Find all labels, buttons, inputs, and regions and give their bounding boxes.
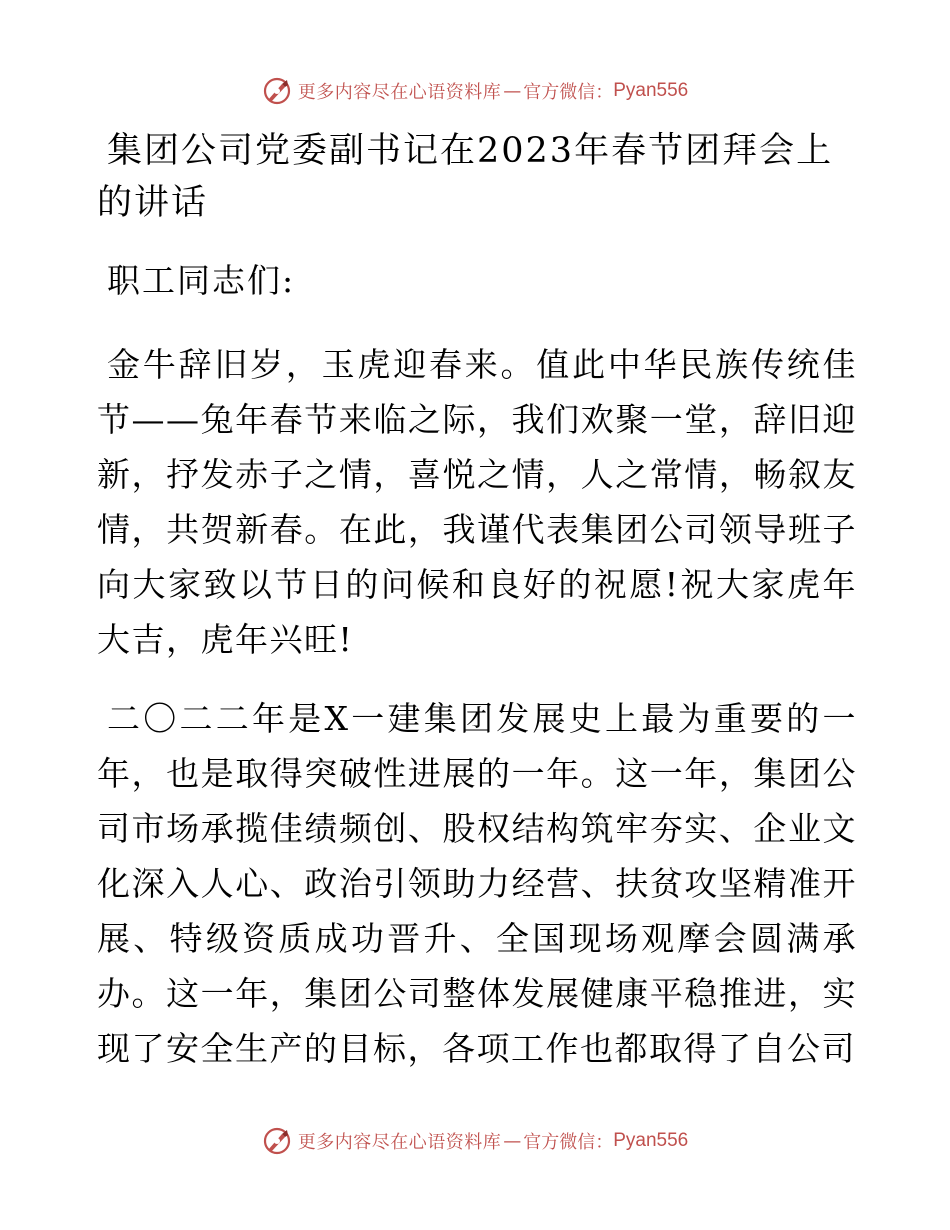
paragraph: 二〇二二年是X一建集团发展史上最为重要的一年，也是取得突破性进展的一年。这一年，集团公司市场承揽佳绩频创、股权结构筑牢夯实、企业文化深入人心、政治引领助力经营、扶贫攻坚精准开展、特级资质成功晋升、全国现场观摩会圆满承办。这一年，集团公司整体发展健康平稳推进，实现了安全生产的目标，各项工作也都取得了自公司 [97,699,857,1068]
footer-watermark [0,1121,950,1161]
quill-pen-logo-icon [262,1126,292,1156]
quill-pen-logo-icon [262,76,292,106]
watermark-wechat-id: Pyan556 [613,1130,689,1151]
watermark-text: 更多内容尽在心语资料库 [297,1132,502,1153]
watermark-text: 更多内容尽在心语资料库 [297,82,502,103]
watermark-separator: — [503,80,522,102]
watermark-wechat-label: 官方微信： [523,82,614,103]
header-watermark [0,71,950,111]
document-body [97,125,857,1100]
watermark-separator: — [503,1130,522,1152]
paragraph: 金牛辞旧岁，玉虎迎春来。值此中华民族传统佳节——兔年春节来临之际，我们欢聚一堂，辞旧迎新，抒发赤子之情，喜悦之情，人之常情，畅叙友情，共贺新春。在此，我谨代表集团公司领导班子向大家致以节日的问候和良好的祝愿!祝大家虎年大吉，虎年兴旺! [97,345,857,659]
document-greeting: 职工同志们: [107,261,296,300]
document-title: 集团公司党委副书记在2023年春节团拜会上的讲话 [97,131,834,223]
watermark-wechat-label: 官方微信： [523,1132,614,1153]
watermark-wechat-id: Pyan556 [613,80,689,101]
